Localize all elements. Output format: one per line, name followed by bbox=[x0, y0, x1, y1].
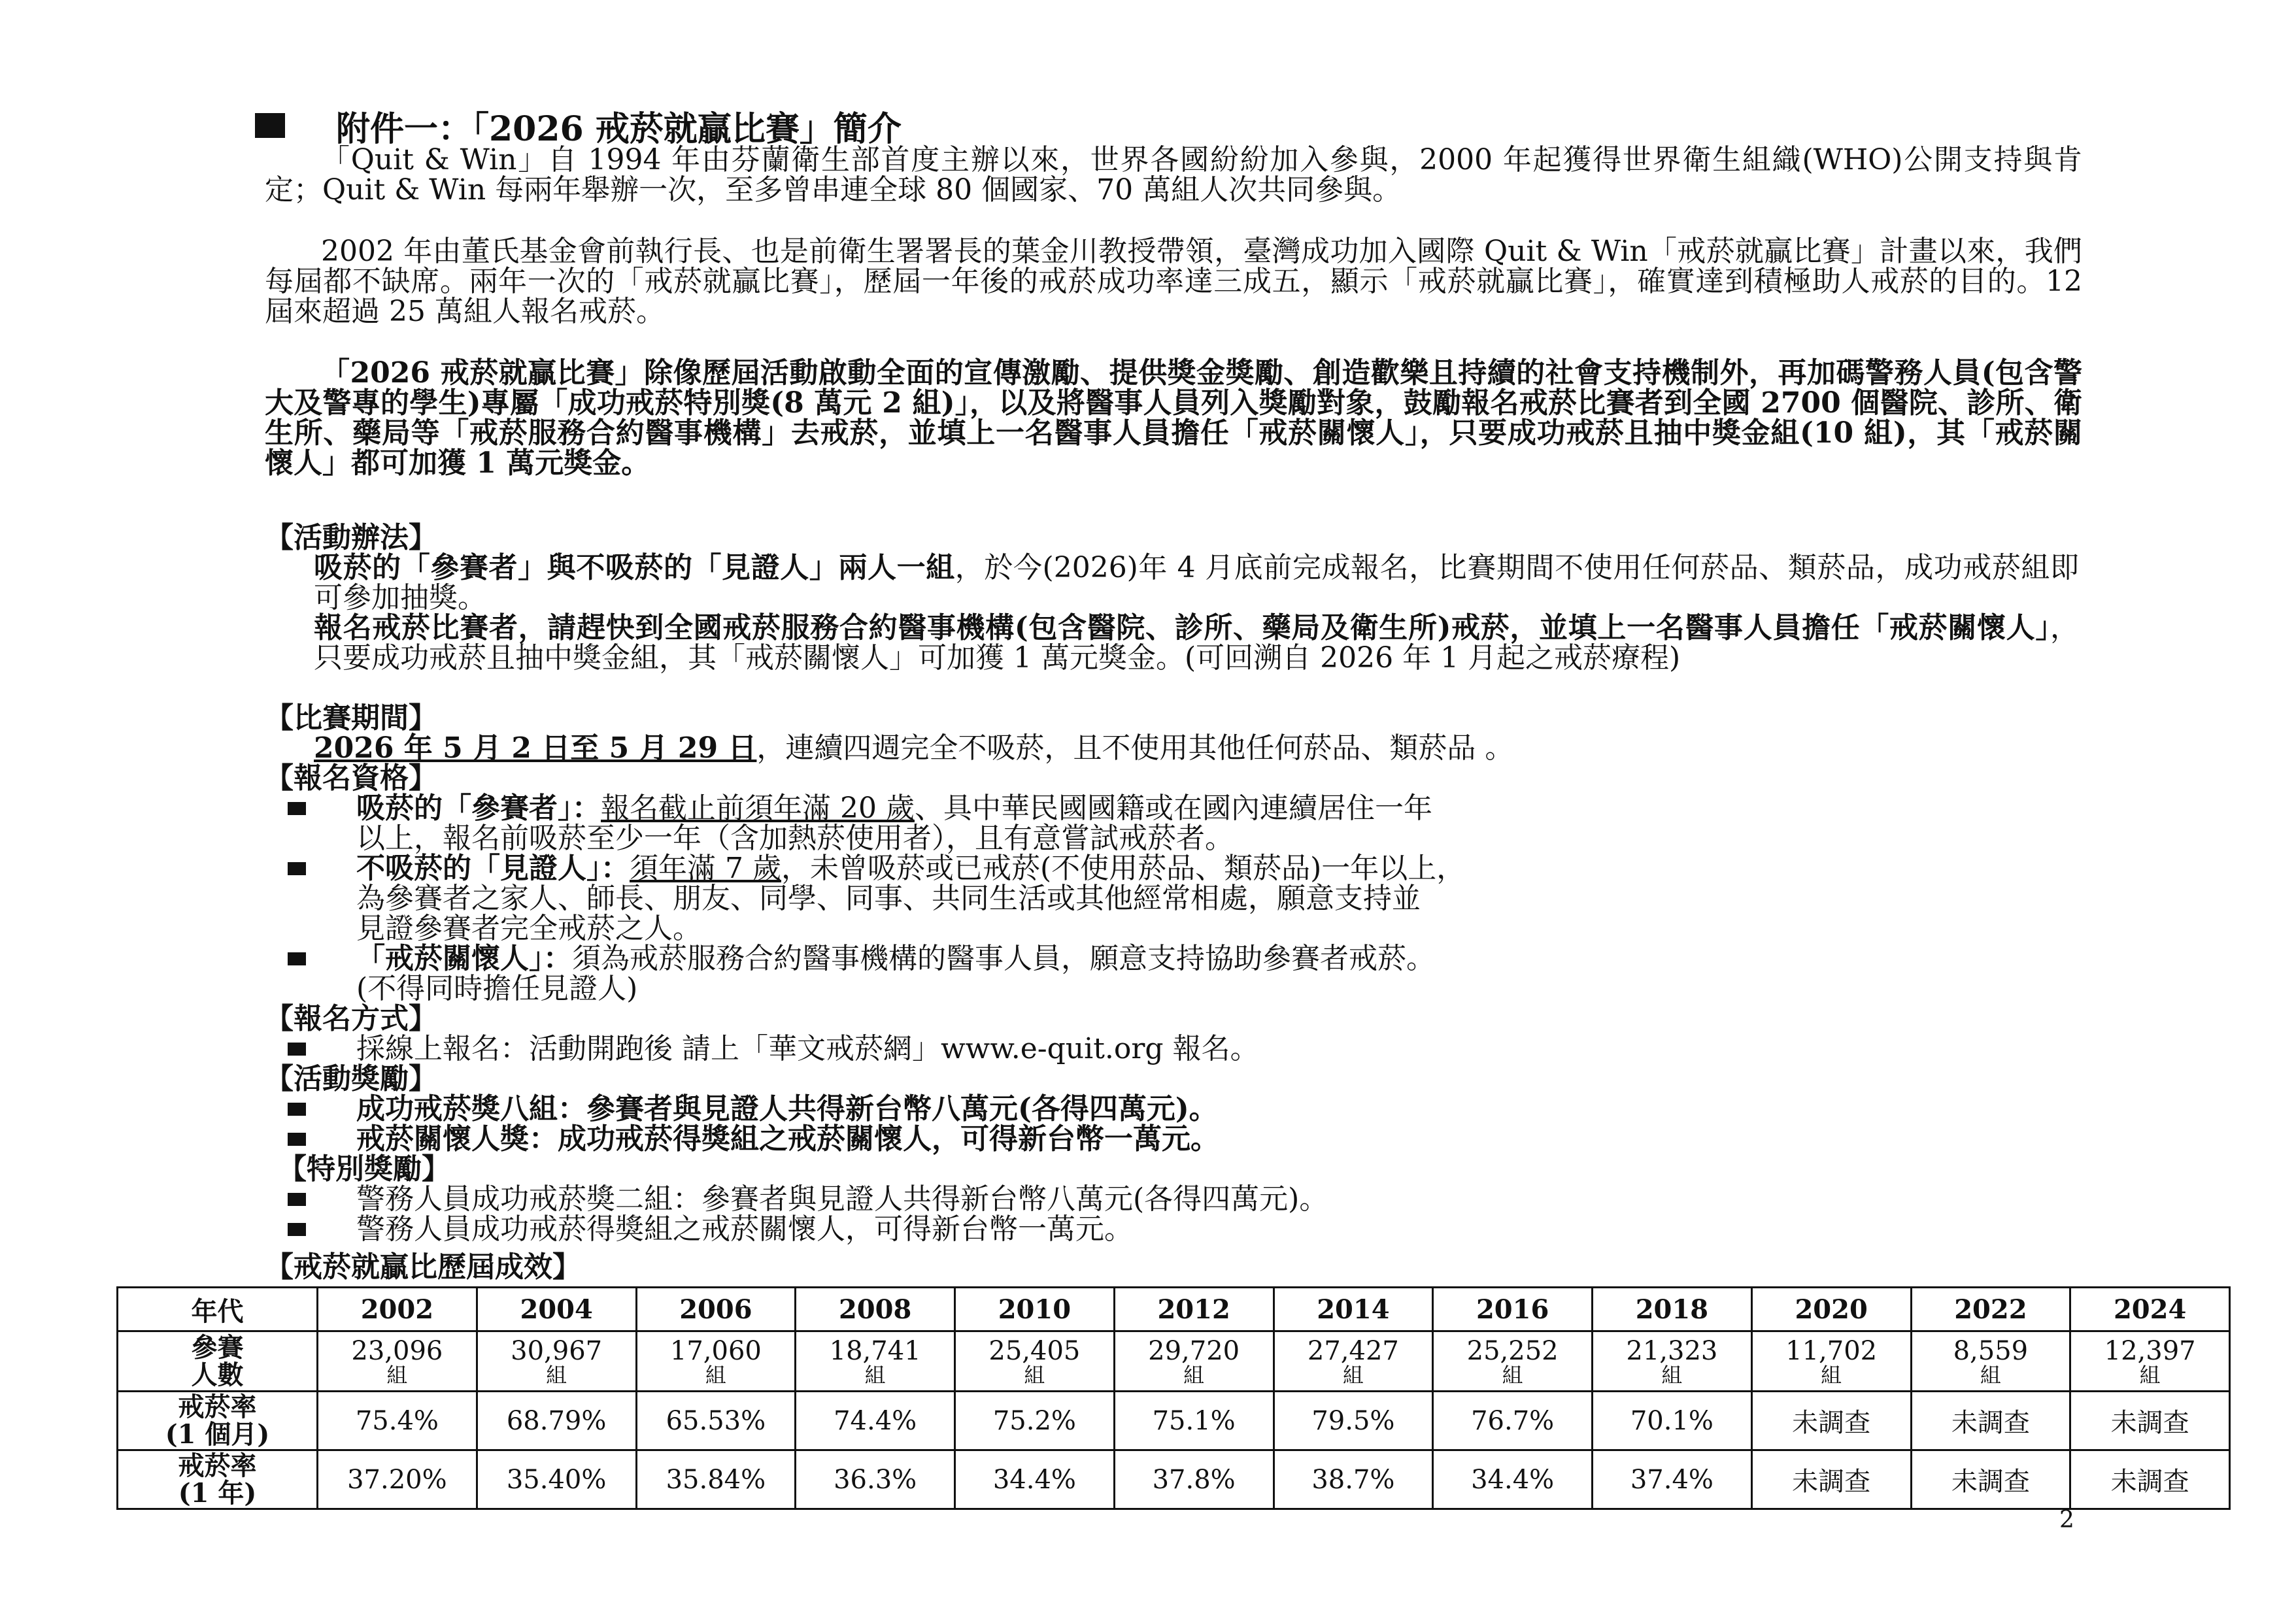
table-cell: 未調查 bbox=[1911, 1392, 2070, 1450]
table-cell: 38.7% bbox=[1274, 1450, 1433, 1509]
square-bullet-icon bbox=[288, 1103, 306, 1116]
award-item-success: 成功戒菸獎八組：參賽者與見證人共得新台幣八萬元(各得四萬元)。 bbox=[356, 1092, 1218, 1126]
section-title-activity: 【活動辦法】 bbox=[265, 521, 437, 554]
table-cell: 未調查 bbox=[1751, 1450, 1911, 1509]
table-cell: 75.1% bbox=[1114, 1392, 1274, 1450]
table-cell: 74.4% bbox=[796, 1392, 955, 1450]
square-bullet-icon bbox=[288, 952, 306, 965]
table-cell: 37.8% bbox=[1114, 1450, 1274, 1509]
special-award-item-police: 警務人員成功戒菸獎二組：參賽者與見證人共得新台幣八萬元(各得四萬元)。 bbox=[356, 1182, 1328, 1216]
table-row bbox=[118, 1450, 2230, 1509]
row-label-rate-1-year: 戒菸率 (1 年) bbox=[118, 1450, 318, 1509]
table-header-cell: 2016 bbox=[1433, 1288, 1593, 1331]
square-bullet-icon bbox=[288, 1223, 306, 1236]
square-bullet-icon bbox=[288, 1133, 306, 1146]
results-table bbox=[116, 1286, 2231, 1510]
table-cell: 79.5% bbox=[1274, 1392, 1433, 1450]
intro-paragraph-3: 「2026 戒菸就贏比賽」除像歷屆活動啟動全面的宣傳激勵、提供獎金獎勵、創造歡樂且持續的社會支持機制外，再加碼警務人員(包含警大及警專的學生)專屬「成功戒菸特別獎(8 萬元 2 組)」，以及將醫事人員列入獎勵對象，鼓勵報名戒菸比賽者到全國 2700 個醫院、診所、衛生所、藥局等「戒菸服務合約醫事機構」去戒菸，並填上一名醫事人員擔任「戒菸關懷人」，只要成功戒菸且抽中獎金組(10 組)，其「戒菸關懷人」都可加獲 1 萬元獎金。 bbox=[265, 356, 2082, 480]
signup-item: 採線上報名：活動開跑後 請上「華文戒菸網」www.e-quit.org 報名。 bbox=[356, 1032, 1259, 1065]
table-cell: 34.4% bbox=[955, 1450, 1115, 1509]
eligibility-item-witness-cont-1: 為參賽者之家人、師長、朋友、同學、同事、共同生活或其他經常相處，願意支持並 bbox=[356, 882, 1421, 915]
activity-paragraph-1: 吸菸的「參賽者」與不吸菸的「見證人」兩人一組，於今(2026)年 4 月底前完成報名，比賽期間不使用任何菸品、類菸品，成功戒菸組即可參加抽獎。 bbox=[314, 551, 2079, 614]
special-award-item-police-carer: 警務人員成功戒菸得獎組之戒菸關懷人，可得新台幣一萬元。 bbox=[356, 1212, 1133, 1246]
table-row bbox=[118, 1331, 2230, 1392]
table-header-cell: 年代 bbox=[118, 1288, 318, 1331]
intro-paragraph-1: 「Quit & Win」自 1994 年由芬蘭衛生部首度主辦以來，世界各國紛紛加入參與，2000 年起獲得世界衛生組織(WHO)公開支持與肯定；Quit & Win 每兩年舉辦一次，至多曾串連全球 80 個國家、70 萬組人次共同參與。 bbox=[265, 143, 2082, 207]
table-cell: 17,060 組 bbox=[636, 1331, 796, 1392]
table-cell: 75.4% bbox=[318, 1392, 477, 1450]
period-dates: 2026 年 5 月 2 日至 5 月 29 日 bbox=[314, 731, 757, 765]
table-cell: 70.1% bbox=[1593, 1392, 1752, 1450]
section-title-awards: 【活動獎勵】 bbox=[265, 1062, 437, 1095]
row-label-participants: 參賽 人數 bbox=[118, 1331, 318, 1392]
eligibility-item-carer: 「戒菸關懷人」：須為戒菸服務合約醫事機構的醫事人員，願意支持協助參賽者戒菸。 bbox=[356, 942, 1435, 975]
section-title-signup: 【報名方式】 bbox=[265, 1002, 437, 1035]
eligibility-item-participant: 吸菸的「參賽者」：報名截止前須年滿 20 歲、具中華民國國籍或在國內連續居住一年 bbox=[356, 792, 1432, 825]
table-cell: 35.40% bbox=[477, 1450, 636, 1509]
heading-text: 附件一：「2026 戒菸就贏比賽」簡介 bbox=[336, 109, 902, 149]
table-cell: 25,405 組 bbox=[955, 1331, 1115, 1392]
table-cell: 65.53% bbox=[636, 1392, 796, 1450]
table-cell: 23,096 組 bbox=[318, 1331, 477, 1392]
table-header-cell: 2022 bbox=[1911, 1288, 2070, 1331]
square-bullet-icon bbox=[288, 1193, 306, 1206]
table-cell: 37.20% bbox=[318, 1450, 477, 1509]
eligibility-item-carer-cont: (不得同時擔任見證人) bbox=[356, 972, 638, 1005]
table-cell: 75.2% bbox=[955, 1392, 1115, 1450]
table-cell: 27,427 組 bbox=[1274, 1331, 1433, 1392]
intro-paragraph-2: 2002 年由董氏基金會前執行長、也是前衛生署署長的葉金川教授帶領，臺灣成功加入國際 Quit & Win「戒菸就贏比賽」計畫以來，我們每屆都不缺席。兩年一次的「戒菸就贏比賽」，歷屆一年後的戒菸成功率達三成五，顯示「戒菸就贏比賽」，確實達到積極助人戒菸的目的。12 屆來超過 25 萬組人報名戒菸。 bbox=[265, 235, 2082, 328]
table-row bbox=[118, 1392, 2230, 1450]
page-number: 2 bbox=[2059, 1507, 2074, 1533]
period-desc: ，連續四週完全不吸菸，且不使用其他任何菸品、類菸品 。 bbox=[756, 731, 1514, 765]
table-cell: 29,720 組 bbox=[1114, 1331, 1274, 1392]
table-cell: 未調查 bbox=[2070, 1450, 2230, 1509]
table-cell: 未調查 bbox=[2070, 1392, 2230, 1450]
table-header-cell: 2008 bbox=[796, 1288, 955, 1331]
table-cell: 35.84% bbox=[636, 1450, 796, 1509]
table-cell: 21,323 組 bbox=[1593, 1331, 1752, 1392]
period-line bbox=[314, 733, 1513, 763]
table-cell: 36.3% bbox=[796, 1450, 955, 1509]
table-header-cell: 2024 bbox=[2070, 1288, 2230, 1331]
table-cell: 未調查 bbox=[1911, 1450, 2070, 1509]
section-title-period: 【比賽期間】 bbox=[265, 701, 437, 735]
eligibility-item-witness-cont-2: 見證參賽者完全戒菸之人。 bbox=[356, 912, 701, 945]
table-cell: 18,741 組 bbox=[796, 1331, 955, 1392]
eligibility-item-witness: 不吸菸的「見證人」：須年滿 7 歲，未曾吸菸或已戒菸(不使用菸品、類菸品)一年以上， bbox=[356, 852, 1466, 885]
table-header-row bbox=[118, 1288, 2230, 1331]
activity-paragraph-2: 報名戒菸比賽者，請趕快到全國戒菸服務合約醫事機構(包含醫院、診所、藥局及衛生所)戒菸，並填上一名醫事人員擔任「戒菸關懷人」，只要成功戒菸且抽中獎金組，其「戒菸關懷人」可加獲 1 萬元獎金。(可回溯自 2026 年 1 月起之戒菸療程) bbox=[314, 611, 2079, 675]
table-cell: 76.7% bbox=[1433, 1392, 1593, 1450]
table-cell: 37.4% bbox=[1593, 1450, 1752, 1509]
table-cell: 30,967 組 bbox=[477, 1331, 636, 1392]
table-cell: 68.79% bbox=[477, 1392, 636, 1450]
table-cell: 11,702 組 bbox=[1751, 1331, 1911, 1392]
square-bullet-icon bbox=[288, 1043, 306, 1056]
table-cell: 8,559 組 bbox=[1911, 1331, 2070, 1392]
section-title-results: 【戒菸就贏比歷屆成效】 bbox=[265, 1250, 581, 1284]
award-item-carer: 戒菸關懷人獎：成功戒菸得獎組之戒菸關懷人，可得新台幣一萬元。 bbox=[356, 1122, 1219, 1156]
row-label-rate-1-month: 戒菸率 (1 個月) bbox=[118, 1392, 318, 1450]
table-cell: 12,397 組 bbox=[2070, 1331, 2230, 1392]
table-header-cell: 2006 bbox=[636, 1288, 796, 1331]
section-title-special-awards: 【特別獎勵】 bbox=[278, 1152, 450, 1186]
table-header-cell: 2002 bbox=[318, 1288, 477, 1331]
table-header-cell: 2018 bbox=[1593, 1288, 1752, 1331]
table-header-cell: 2012 bbox=[1114, 1288, 1274, 1331]
table-cell: 34.4% bbox=[1433, 1450, 1593, 1509]
table-header-cell: 2010 bbox=[955, 1288, 1115, 1331]
square-bullet-icon bbox=[288, 862, 306, 875]
table-header-cell: 2020 bbox=[1751, 1288, 1911, 1331]
square-bullet-icon bbox=[255, 113, 285, 138]
square-bullet-icon bbox=[288, 802, 306, 815]
table-header-cell: 2014 bbox=[1274, 1288, 1433, 1331]
section-title-eligibility: 【報名資格】 bbox=[265, 761, 437, 795]
table-cell: 25,252 組 bbox=[1433, 1331, 1593, 1392]
table-header-cell: 2004 bbox=[477, 1288, 636, 1331]
table-cell: 未調查 bbox=[1751, 1392, 1911, 1450]
eligibility-item-participant-cont: 以上，報名前吸菸至少一年（含加熱菸使用者），且有意嘗試戒菸者。 bbox=[356, 822, 1234, 855]
